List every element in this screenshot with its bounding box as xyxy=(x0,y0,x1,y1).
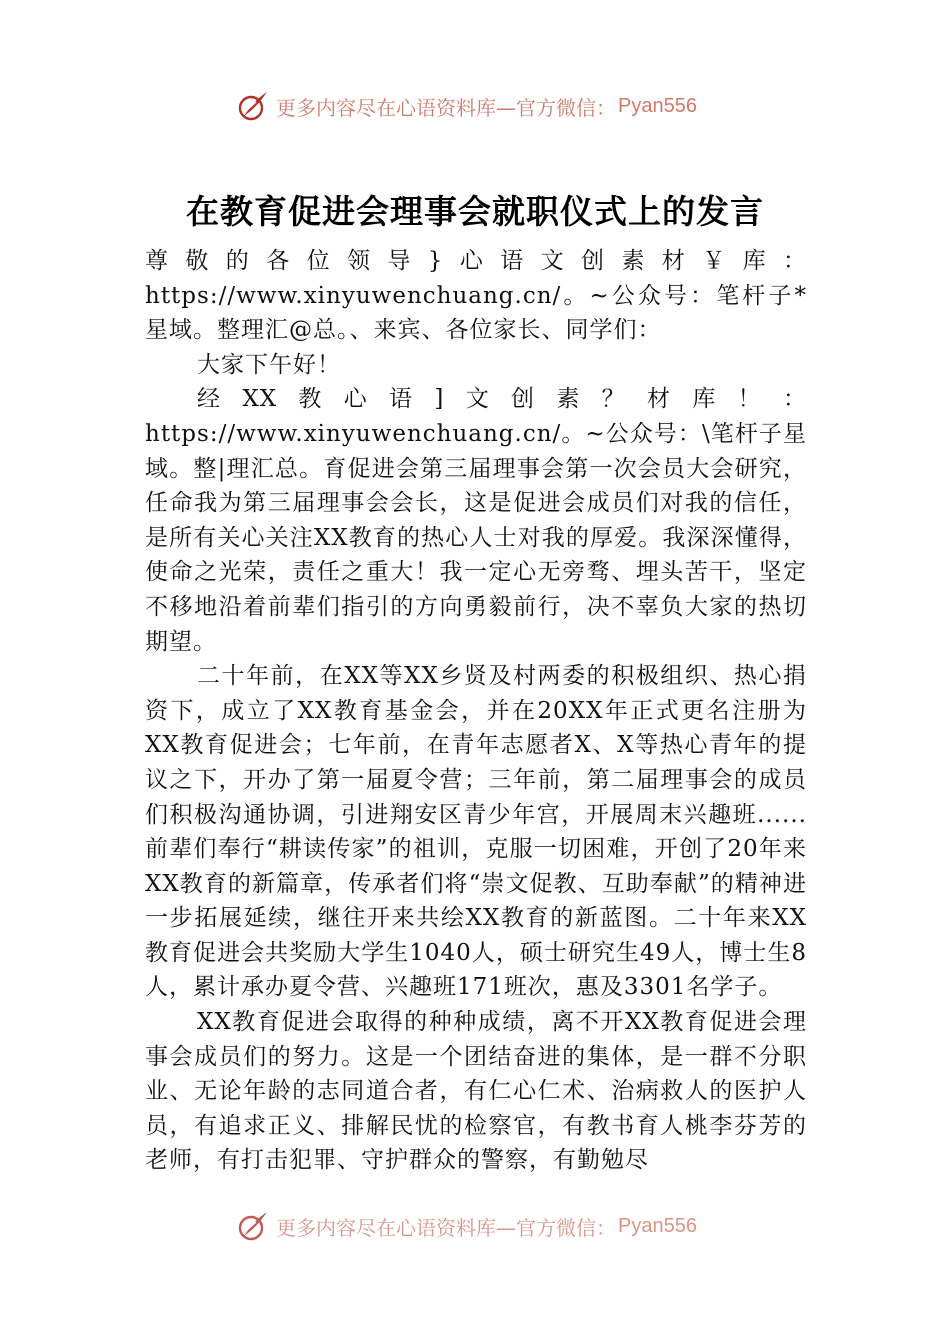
paragraph: XX教育促进会取得的种种成绩，离不开XX教育促进会理事会成员们的努力。这是一个团结奋进的集体，是一群不分职业、无论年龄的志同道合者，有仁心仁术、治病救人的医护人员，有追求正义、排解民忧的检察官，有教书育人桃李芬芳的老师，有打击犯罪、守护群众的警察，有勤勉尽 xyxy=(145,1009,807,1174)
paragraph-greeting: 大家下午好！ xyxy=(197,351,341,378)
paragraph-salutation: 尊敬的各位领导}心语文创素材￥库：https://www.xinyuwenchuang.cn/。~公众号：笔杆子*星域。整理汇@总。、来宾、各位家长、同学们： xyxy=(145,248,807,344)
document-title: 在教育促进会理事会就职仪式上的发言 xyxy=(186,192,764,231)
watermark-text: 更多内容尽在心语资料库—官方微信： xyxy=(276,95,616,120)
paragraph: 经XX教心语]文创素？材库！：https://www.xinyuwenchuang.cn/。~公众号：\笔杆子星域。整|理汇总。育促进会第三届理事会第一次会员大会研究，任命我为第三届理事会会长，这是促进会成员们对我的信任，是所有关心关注XX教育的热心人士对我的厚爱。我深深懂得，使命之光荣，责任之重大！我一定心无旁骛、埋头苦干，坚定不移地沿着前辈们指引的方向勇毅前行，决不辜负大家的热切期望。 xyxy=(145,386,807,655)
watermark-wechat-id: Pyan556 xyxy=(618,94,697,117)
document-body xyxy=(145,244,807,1206)
watermark-banner-bottom xyxy=(236,1206,756,1246)
feather-pen-logo-icon xyxy=(236,1209,270,1243)
watermark-wechat-id: Pyan556 xyxy=(618,1214,697,1237)
watermark-text: 更多内容尽在心语资料库—官方微信： xyxy=(276,1215,616,1240)
paragraph: 二十年前，在XX等XX乡贤及村两委的积极组织、热心捐资下，成立了XX教育基金会，并在20XX年正式更名注册为XX教育促进会；七年前，在青年志愿者X、X等热心青年的提议之下，开办了第一届夏令营；三年前，第二届理事会的成员们积极沟通协调，引进翔安区青少年宫，开展周末兴趣班......前辈们奉行“耕读传家”的祖训，克服一切困难，开创了20年来XX教育的新篇章，传承者们将“崇文促教、互助奉献”的精神进一步拓展延续，继往开来共绘XX教育的新蓝图。二十年来XX教育促进会共奖励大学生1040人，硕士研究生49人，博士生8人，累计承办夏令营、兴趣班171班次，惠及3301名学子。 xyxy=(145,663,807,1001)
feather-pen-logo-icon xyxy=(236,89,270,123)
watermark-banner-top xyxy=(236,86,756,126)
